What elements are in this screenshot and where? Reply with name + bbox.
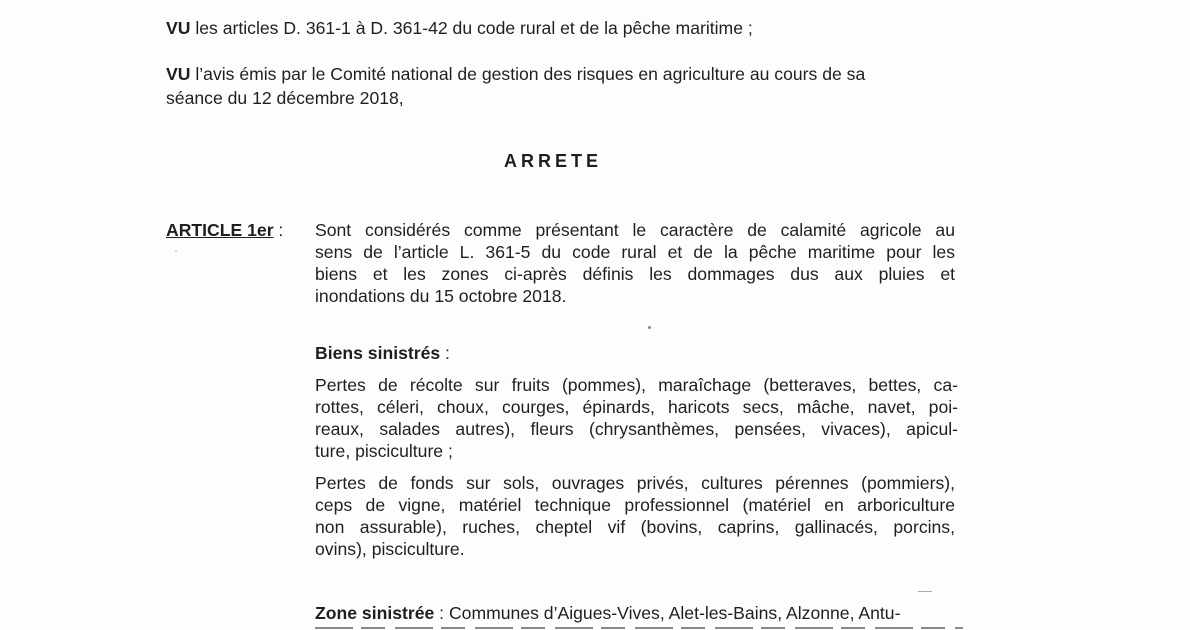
article-1-line: Sont considérés comme présentant le caractère de calamité agricole au — [315, 220, 955, 240]
arrete-title: ARRETE — [504, 151, 603, 171]
article-1-line: inondations du 15 octobre 2018. — [315, 286, 567, 306]
recolte-line: ture, pisciculture ; — [315, 441, 453, 461]
fonds-line: non assurable), ruches, cheptel vif (bovins, caprins, gallinacés, porcins, — [315, 517, 955, 537]
article-1-body — [315, 219, 955, 307]
recolte-line: rottes, céleri, choux, courges, épinards, haricots secs, mâche, navet, poi- — [315, 397, 958, 417]
fonds-line: ovins), pisciculture. — [315, 539, 465, 559]
biens-heading-text: Biens sinistrés — [315, 343, 441, 363]
article-1-colon: : — [273, 220, 284, 240]
zone-paragraph — [315, 601, 900, 625]
vu-paragraph-2-line-2: séance du 12 décembre 2018, — [166, 88, 404, 108]
zone-heading: Zone sinistrée — [315, 603, 435, 623]
vu-paragraph-1 — [166, 16, 753, 40]
zone-text: : Communes d’Aigues-Vives, Alet-les-Bains, Alzonne, Antu- — [434, 603, 901, 623]
recolte-line: reaux, salades autres), fleurs (chrysanthèmes, pensées, vivaces), apicul- — [315, 419, 958, 439]
recolte-paragraph — [315, 374, 958, 462]
article-1-label — [166, 218, 283, 242]
article-1-line: sens de l’article L. 361-5 du code rural et de la pêche maritime pour les — [315, 242, 955, 262]
vu-lead: VU — [166, 18, 191, 38]
fonds-paragraph — [315, 472, 955, 560]
vu-lead: VU — [166, 64, 191, 84]
cut-off-line — [315, 624, 963, 630]
article-1-line: biens et les zones ci-après définis les dommages dus aux pluies et — [315, 264, 955, 284]
vu-text: les articles D. 361-1 à D. 361-42 du code rural et de la pêche maritime ; — [190, 18, 753, 38]
fonds-line: Pertes de fonds sur sols, ouvrages privés, cultures pérennes (pommiers), — [315, 473, 955, 493]
fonds-line: ceps de vigne, matériel technique professionnel (matériel en arboriculture — [315, 495, 955, 515]
biens-heading-colon: : — [440, 343, 450, 363]
vu-text: l’avis émis par le Comité national de gestion des risques en agriculture au cours de sa — [190, 64, 866, 84]
biens-heading — [315, 341, 450, 365]
recolte-line: Pertes de récolte sur fruits (pommes), maraîchage (betteraves, bettes, ca- — [315, 375, 958, 395]
vu-paragraph-2-line-1 — [166, 62, 865, 86]
article-1-heading: ARTICLE 1er — [166, 220, 274, 240]
